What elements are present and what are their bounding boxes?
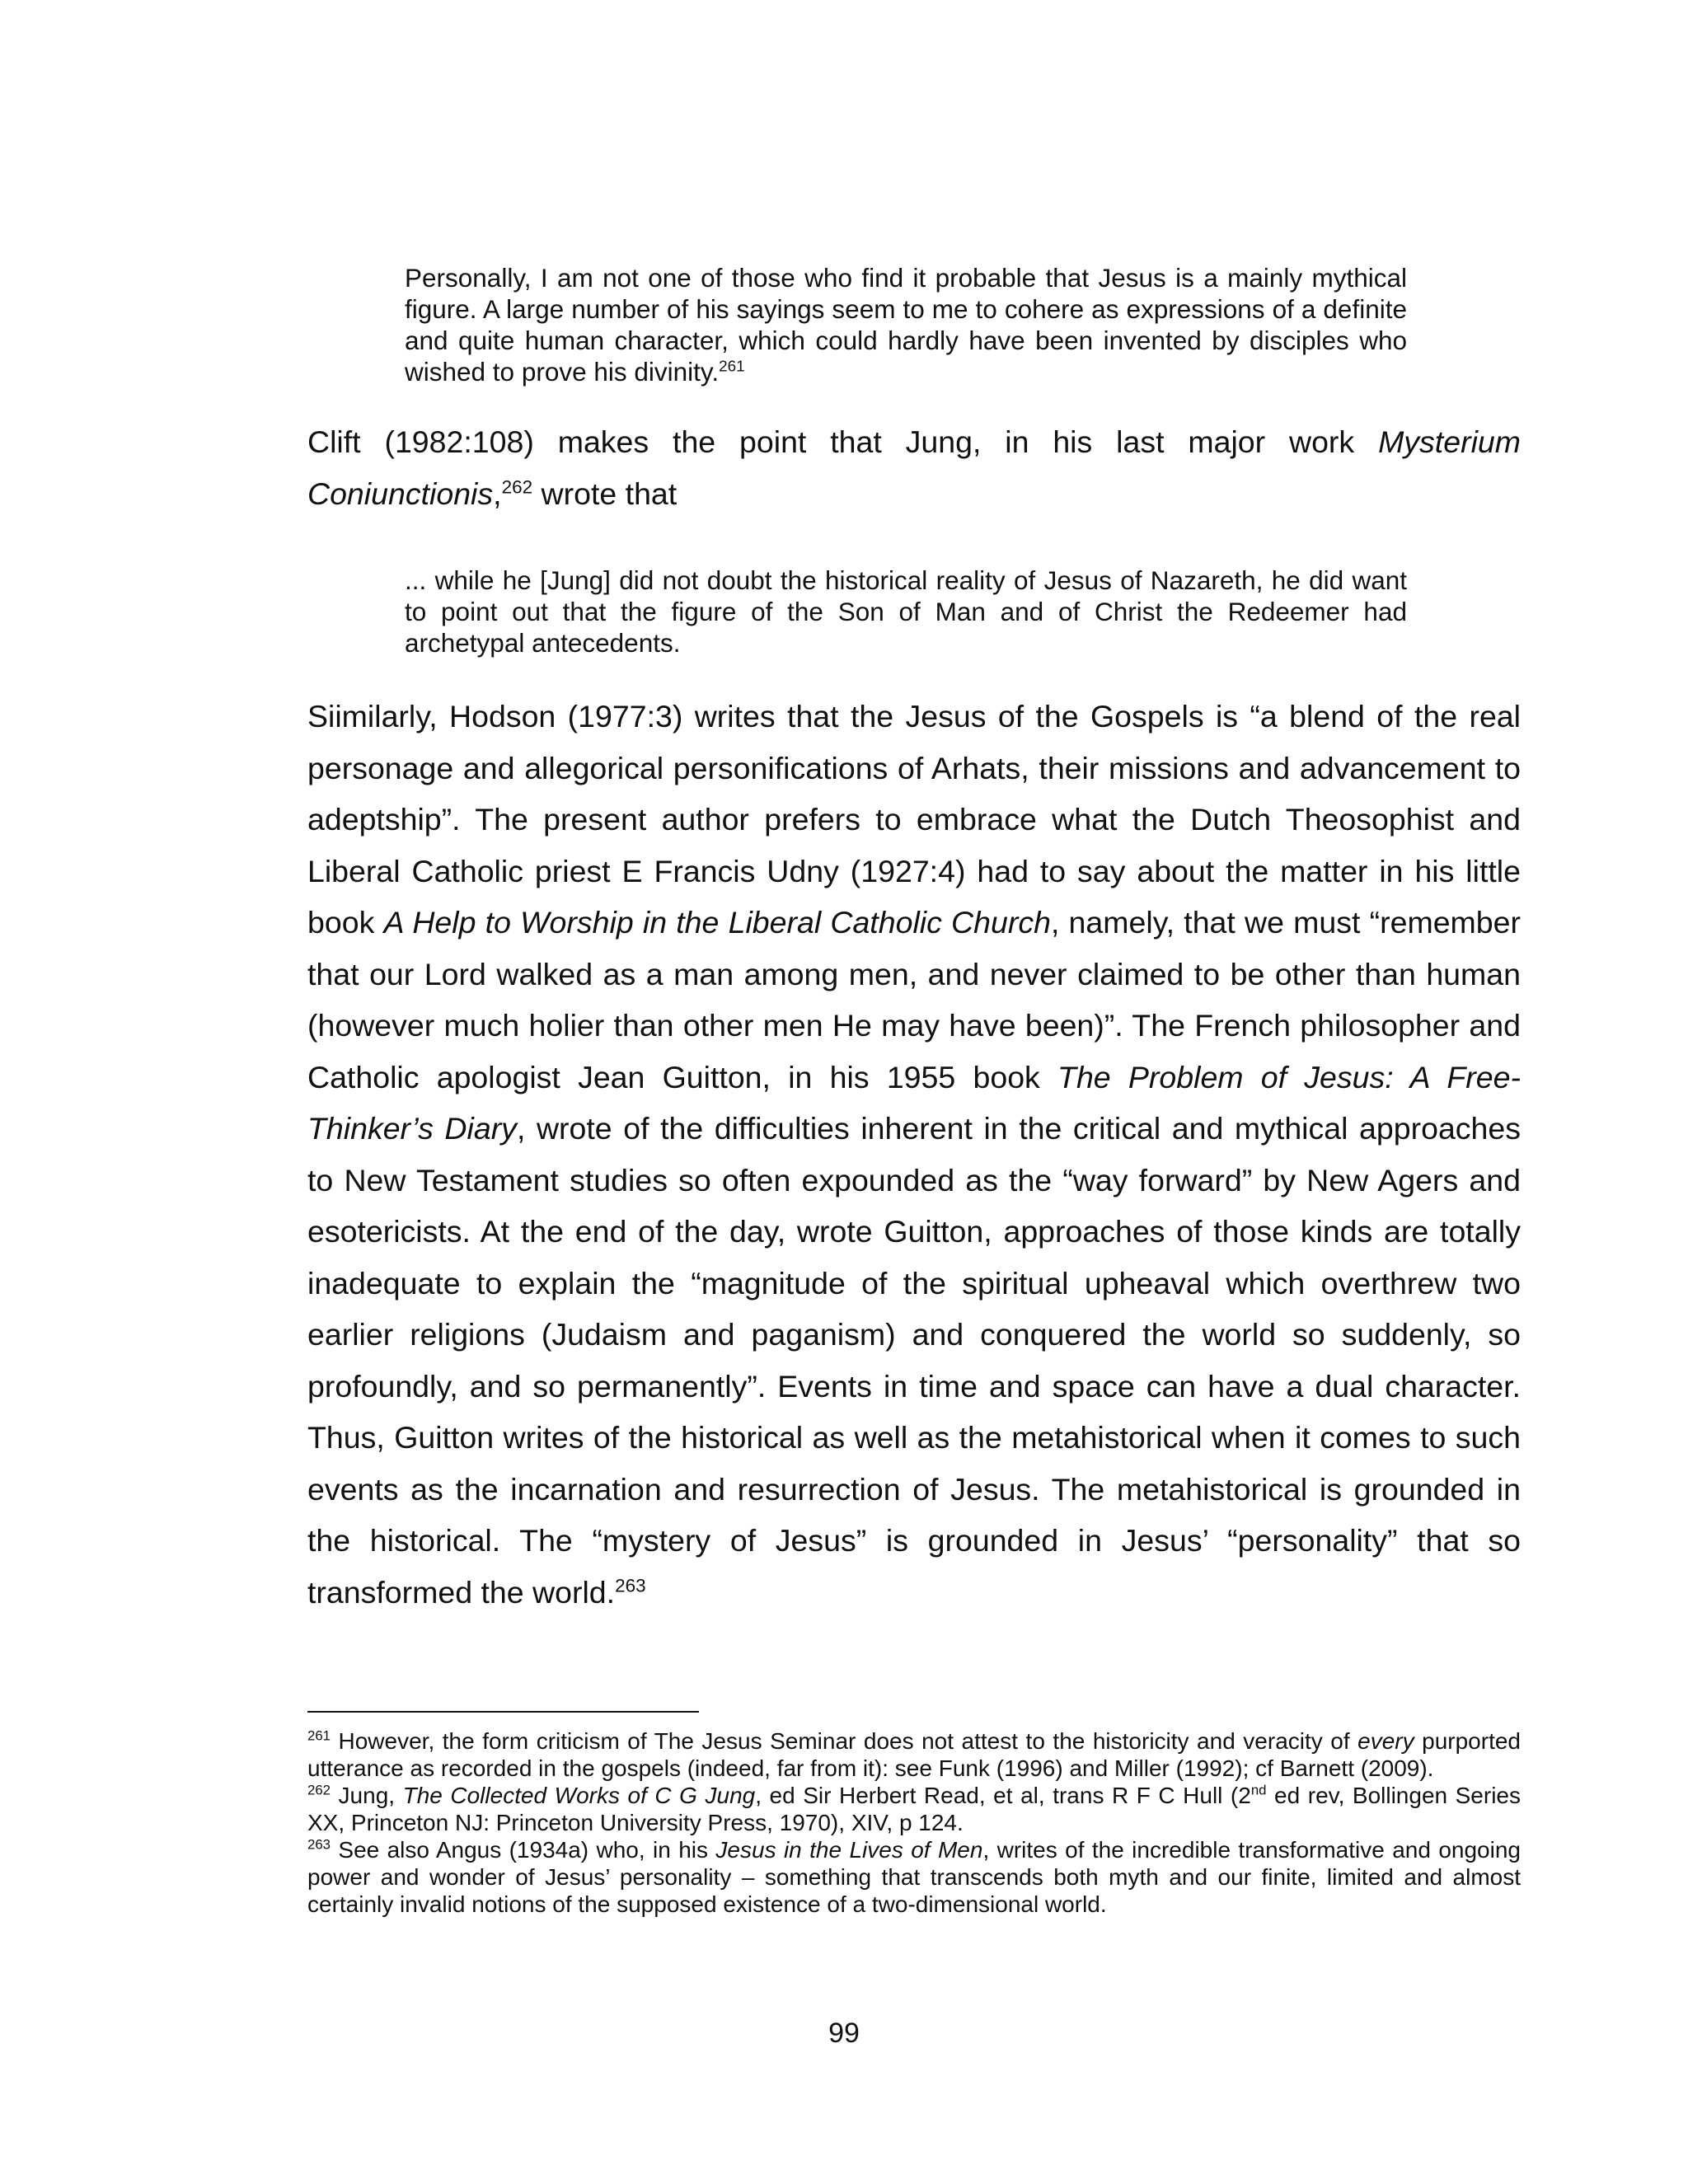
footnote-ref-263[interactable]: 263 bbox=[615, 1575, 646, 1596]
footnote-separator bbox=[307, 1711, 699, 1713]
footnote-261 bbox=[307, 1727, 1521, 1782]
footnote-text: However, the form criticism of The Jesus Seminar does not attest to the historicity and veracity of bbox=[331, 1728, 1358, 1754]
book-title-italic: Mysterium Coniunctionis bbox=[307, 424, 1521, 511]
footnote-ref-261[interactable]: 261 bbox=[719, 358, 745, 376]
footnote-text: ed rev, Bollingen Series XX, Princeton NJ: Princeton University Press, 1970), XIV, p 124. bbox=[307, 1783, 1521, 1835]
footnote-text: purported utterance as recorded in the gospels (indeed, far from it): see Funk (1996) and Miller (1992); cf Barnett (2009). bbox=[307, 1728, 1522, 1781]
block-quote-text: Personally, I am not one of those who find it probable that Jesus is a mainly mythical figure. A large number of his sayings seem to me to cohere as expressions of a definite and quite human character, which could hardly have been invented by disciples who wished to prove his divinity. bbox=[405, 263, 1407, 387]
paragraph-text: Clift (1982:108) makes the point that Jung, in his last major work bbox=[307, 424, 1379, 459]
paragraph-text: wrote that bbox=[532, 476, 678, 511]
footnote-text: , writes of the incredible transformative and ongoing power and wonder of Jesus’ personality – something that transcends both myth and our finite, limited and almost certainly invalid notions of the supposed existence of a two-dimensional world. bbox=[307, 1837, 1521, 1917]
paragraph-text: , bbox=[493, 476, 502, 511]
paragraph-text: , wrote of the difficulties inherent in the critical and mythical approaches to New Testament studies so often expounded as the “way forward” by New Agers and esotericists. At the end of the day, wrote Guitton, approaches of those kinds are totally inadequate to explain the “magnitude of the spiritual upheaval which overthrew two earlier religions (Judaism and paganism) and conquered the world so suddenly, so profoundly, and so permanently”. Events in time and space can have a dual character. Thus, Guitton writes of the historical as well as the metahistorical when it comes to such events as the incarnation and resurrection of Jesus. The metahistorical is grounded in the historical. The “mystery of Jesus” is grounded in Jesus’ “personality” that so transformed the world. bbox=[307, 1111, 1522, 1610]
block-quote-jung bbox=[405, 565, 1407, 658]
block-quote-einstein bbox=[405, 262, 1407, 387]
paragraph-text: Siimilarly, Hodson (1977:3) writes that the Jesus of the Gospels is “a blend of the real personage and allegorical personifications of Arhats, their missions and advancement to adeptship”. The present author prefers to embrace what the Dutch Theosophist and Liberal Catholic priest E Francis Udny (1927:4) had to say about the matter in his little book bbox=[307, 699, 1521, 940]
footnote-italic: every bbox=[1357, 1728, 1414, 1754]
ordinal-suffix: nd bbox=[1250, 1782, 1267, 1798]
footnotes-section bbox=[307, 1727, 1521, 1918]
page-number: 99 bbox=[828, 2018, 860, 2049]
footnote-italic: Jesus in the Lives of Men bbox=[715, 1837, 983, 1863]
paragraph-text: , namely, that we must “remember that our Lord walked as a man among men, and never claimed to be other than human (however much holier than other men He may have been)”. The French philosopher and Catholic apologist Jean Guitton, in his 1955 book bbox=[307, 905, 1521, 1094]
footnote-262 bbox=[307, 1782, 1521, 1836]
footnote-text: , ed Sir Herbert Read, et al, trans R F C Hull (2 bbox=[755, 1783, 1251, 1808]
footnote-number: 262 bbox=[307, 1782, 331, 1798]
body-paragraph-clift bbox=[307, 416, 1521, 519]
body-paragraph-hodson bbox=[307, 691, 1521, 1618]
footnote-number: 263 bbox=[307, 1836, 331, 1853]
footnote-263 bbox=[307, 1836, 1521, 1918]
footnote-text: Jung, bbox=[331, 1783, 403, 1808]
footnote-number: 261 bbox=[307, 1727, 331, 1744]
footnote-italic: The Collected Works of C G Jung bbox=[402, 1783, 756, 1808]
footnote-ref-262[interactable]: 262 bbox=[501, 476, 533, 497]
book-title-italic: The Problem of Jesus: A Free-Thinker’s Diary bbox=[307, 1059, 1521, 1146]
block-quote-text: ... while he [Jung] did not doubt the historical reality of Jesus of Nazareth, he did want to point out that the figure of the Son of Man and of Christ the Redeemer had archetypal antecedents. bbox=[405, 565, 1407, 658]
book-title-italic: A Help to Worship in the Liberal Catholic Church bbox=[383, 905, 1051, 940]
footnote-text: See also Angus (1934a) who, in his bbox=[331, 1837, 716, 1863]
